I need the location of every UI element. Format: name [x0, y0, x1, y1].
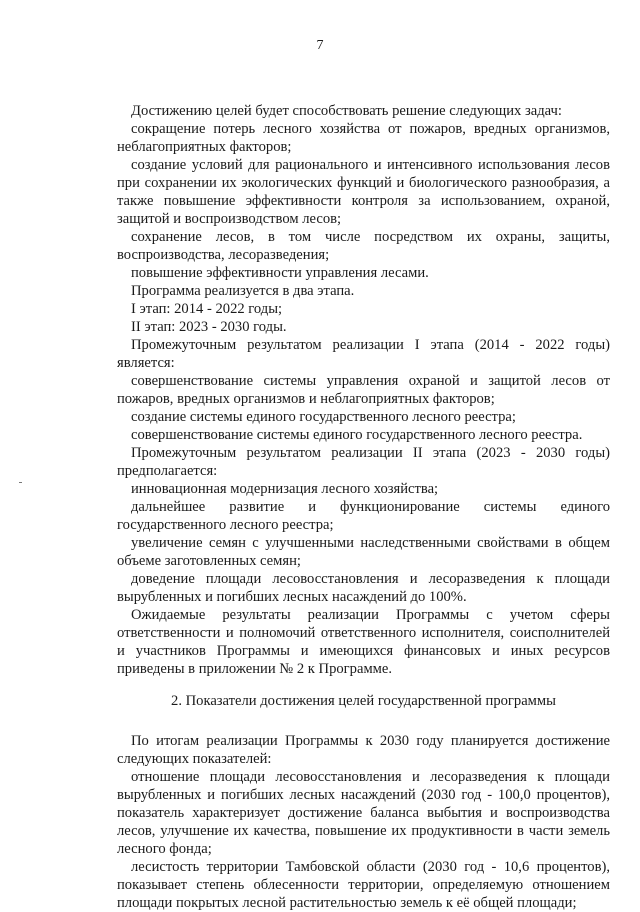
paragraph: II этап: 2023 - 2030 годы. — [131, 319, 287, 335]
paragraph: повышение эффективности управления лесами. — [131, 265, 429, 281]
paragraph: Программа реализуется в два этапа. — [131, 283, 355, 299]
paragraph: совершенствование системы единого государственного лесного реестра. — [131, 427, 583, 443]
paragraph: сокращение потерь лесного хозяйства от пожаров, вредных организмов, неблагоприятных факторов; — [117, 121, 610, 155]
paragraph: совершенствование системы управления охраной и защитой лесов от пожаров, вредных организмов и неблагоприятных факторов; — [117, 373, 610, 407]
scan-mark — [19, 482, 22, 483]
paragraph: I этап: 2014 - 2022 годы; — [131, 301, 283, 317]
paragraph: Достижению целей будет способствовать решение следующих задач: — [131, 103, 562, 119]
paragraph: сохранение лесов, в том числе посредством их охраны, защиты, воспроизводства, лесоразведения; — [117, 229, 610, 263]
paragraph: создание условий для рационального и интенсивного использования лесов при сохранении их экологических функций и биологического разнообразия, а также повышение эффективности контроля за использованием, охраной, защитой и воспроизводством лесов; — [117, 157, 610, 227]
paragraph: Ожидаемые результаты реализации Программы с учетом сферы ответственности и полномочий ответственного исполнителя, соисполнителей и участников Программы и имеющихся финансовых и иных ресурсов приведены в приложении № 2 к Программе. — [117, 607, 610, 677]
page-number: 7 — [316, 38, 324, 53]
paragraph: доведение площади лесовосстановления и лесоразведения к площади вырубленных и погибших лесных насаждений до 100%. — [117, 571, 610, 605]
paragraph: отношение площади лесовосстановления и лесоразведения к площади вырубленных и погибших лесных насаждений (2030 год - 100,0 процентов), показатель характеризует достижение баланса выбытия и воспроизводства лесов, улучшение их качества, повышение их продуктивности в части земель лесного фонда; — [117, 769, 610, 857]
paragraph: лесистость территории Тамбовской области (2030 год - 10,6 процентов), показывает степень облесенности территории, определяемую отношением площади покрытых лесной растительностью земель к её общей площади; — [117, 859, 610, 911]
document-body — [117, 102, 610, 912]
paragraph: Промежуточным результатом реализации I этапа (2014 - 2022 годы) является: — [117, 337, 610, 371]
paragraph: увеличение семян с улучшенными наследственными свойствами в общем объеме заготовленных семян; — [117, 535, 610, 569]
paragraph: инновационная модернизация лесного хозяйства; — [131, 481, 439, 497]
paragraph: создание системы единого государственного лесного реестра; — [131, 409, 516, 425]
paragraph: По итогам реализации Программы к 2030 году планируется достижение следующих показателей: — [117, 733, 610, 767]
paragraph: дальнейшее развитие и функционирование системы единого государственного лесного реестра; — [117, 499, 610, 533]
paragraph: Промежуточным результатом реализации II этапа (2023 - 2030 годы) предполагается: — [117, 445, 610, 479]
section-heading: 2. Показатели достижения целей государственной программы — [171, 693, 556, 709]
